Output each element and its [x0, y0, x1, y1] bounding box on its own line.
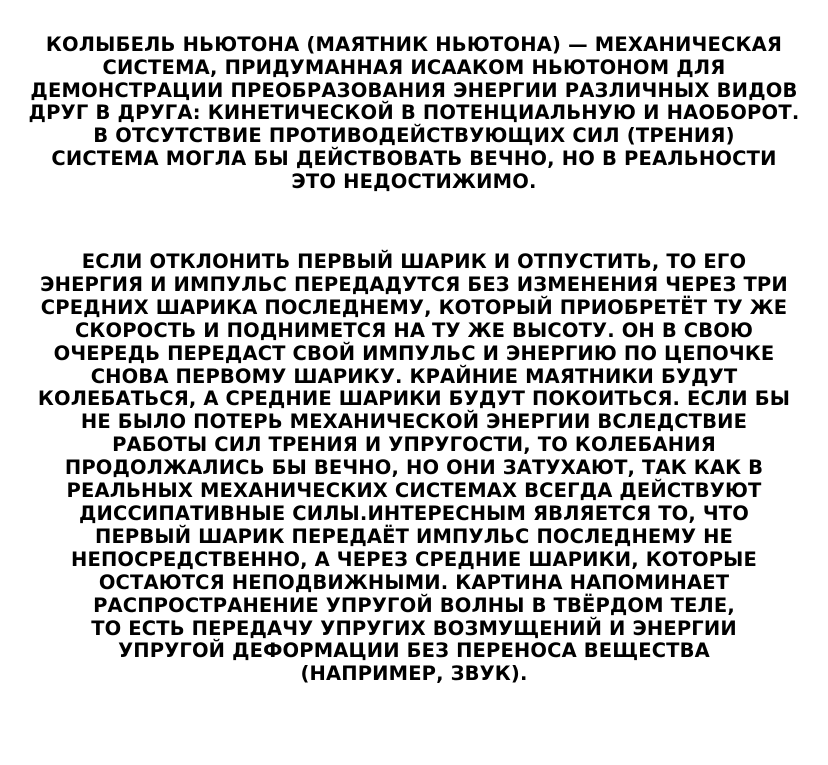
text-line: ОЧЕРЕДЬ ПЕРЕДАСТ СВОЙ ИМПУЛЬС И ЭНЕРГИЮ ПО ЦЕПОЧКЕ: [53, 341, 775, 365]
text-line: РАБОТЫ СИЛ ТРЕНИЯ И УПРУГОСТИ, ТО КОЛЕБАНИЯ: [112, 433, 716, 457]
text-line: ОСТАЮТСЯ НЕПОДВИЖНЫМИ. КАРТИНА НАПОМИНАЕТ: [98, 570, 730, 594]
text-line: ПЕРВЫЙ ШАРИК ПЕРЕДАЁТ ИМПУЛЬС ПОСЛЕДНЕМУ НЕ: [94, 524, 734, 548]
text-line: ДЕМОНСТРАЦИИ ПРЕОБРАЗОВАНИЯ ЭНЕРГИИ РАЗЛИЧНЫХ ВИДОВ: [30, 78, 798, 102]
text-line: (НАПРИМЕР, ЗВУК).: [300, 662, 528, 686]
text-line: КОЛЫБЕЛЬ НЬЮТОНА (МАЯТНИК НЬЮТОНА) — МЕХАНИЧЕСКАЯ: [45, 33, 783, 56]
text-line: ЕСЛИ ОТКЛОНИТЬ ПЕРВЫЙ ШАРИК И ОТПУСТИТЬ, ТО ЕГО: [81, 250, 747, 273]
text-line: УПРУГОЙ ДЕФОРМАЦИИ БЕЗ ПЕРЕНОСА ВЕЩЕСТВА: [118, 639, 710, 663]
text-line: ЭТО НЕДОСТИЖИМО.: [291, 169, 537, 193]
text-line: ДИССИПАТИВНЫЕ СИЛЫ.ИНТЕРЕСНЫМ ЯВЛЯЕТСЯ ТО, ЧТО: [79, 501, 749, 525]
text-line: ТО ЕСТЬ ПЕРЕДАЧУ УПРУГИХ ВОЗМУЩЕНИЙ И ЭНЕРГИИ: [91, 616, 737, 640]
text-line: СКОРОСТЬ И ПОДНИМЕТСЯ НА ТУ ЖЕ ВЫСОТУ. ОН В СВОЮ: [74, 318, 754, 342]
text-line: НЕ БЫЛО ПОТЕРЬ МЕХАНИЧЕСКОЙ ЭНЕРГИИ ВСЛЕДСТВИЕ: [80, 410, 748, 434]
text-line: РЕАЛЬНЫХ МЕХАНИЧЕСКИХ СИСТЕМАХ ВСЕГДА ДЕЙСТВУЮТ: [66, 479, 762, 503]
paragraph-newtons-cradle-intro: [0, 34, 828, 194]
text-line: СРЕДНИХ ШАРИКА ПОСЛЕДНЕМУ, КОТОРЫЙ ПРИОБРЕТЁТ ТУ ЖЕ: [40, 295, 788, 319]
text-line: СИСТЕМА, ПРИДУМАННАЯ ИСААКОМ НЬЮТОНОМ ДЛЯ: [102, 55, 726, 79]
text-line: ПРОДОЛЖАЛИСЬ БЫ ВЕЧНО, НО ОНИ ЗАТУХАЮТ, ТАК КАК В: [64, 456, 764, 480]
text-line: В ОТСУТСТВИЕ ПРОТИВОДЕЙСТВУЮЩИХ СИЛ (ТРЕНИЯ): [93, 124, 735, 148]
text-line: СНОВА ПЕРВОМУ ШАРИКУ. КРАЙНИЕ МАЯТНИКИ БУДУТ: [90, 364, 738, 388]
text-line: ДРУГ В ДРУГА: КИНЕТИЧЕСКОЙ В ПОТЕНЦИАЛЬНУЮ И НАОБОРОТ.: [28, 101, 800, 125]
text-line: ЭНЕРГИЯ И ИМПУЛЬС ПЕРЕДАДУТСЯ БЕЗ ИЗМЕНЕНИЯ ЧЕРЕЗ ТРИ: [40, 272, 788, 296]
text-line: СИСТЕМА МОГЛА БЫ ДЕЙСТВОВАТЬ ВЕЧНО, НО В РЕАЛЬНОСТИ: [51, 146, 777, 170]
text-line: НЕПОСРЕДСТВЕННО, А ЧЕРЕЗ СРЕДНИЕ ШАРИКИ, КОТОРЫЕ: [71, 547, 757, 571]
text-line: КОЛЕБАТЬСЯ, А СРЕДНИЕ ШАРИКИ БУДУТ ПОКОИТЬСЯ. ЕСЛИ БЫ: [37, 387, 791, 411]
text-line: РАСПРОСТРАНЕНИЕ УПРУГОЙ ВОЛНЫ В ТВЁРДОМ ТЕЛЕ,: [93, 593, 735, 617]
paragraph-pendulum-explanation: [0, 251, 828, 686]
